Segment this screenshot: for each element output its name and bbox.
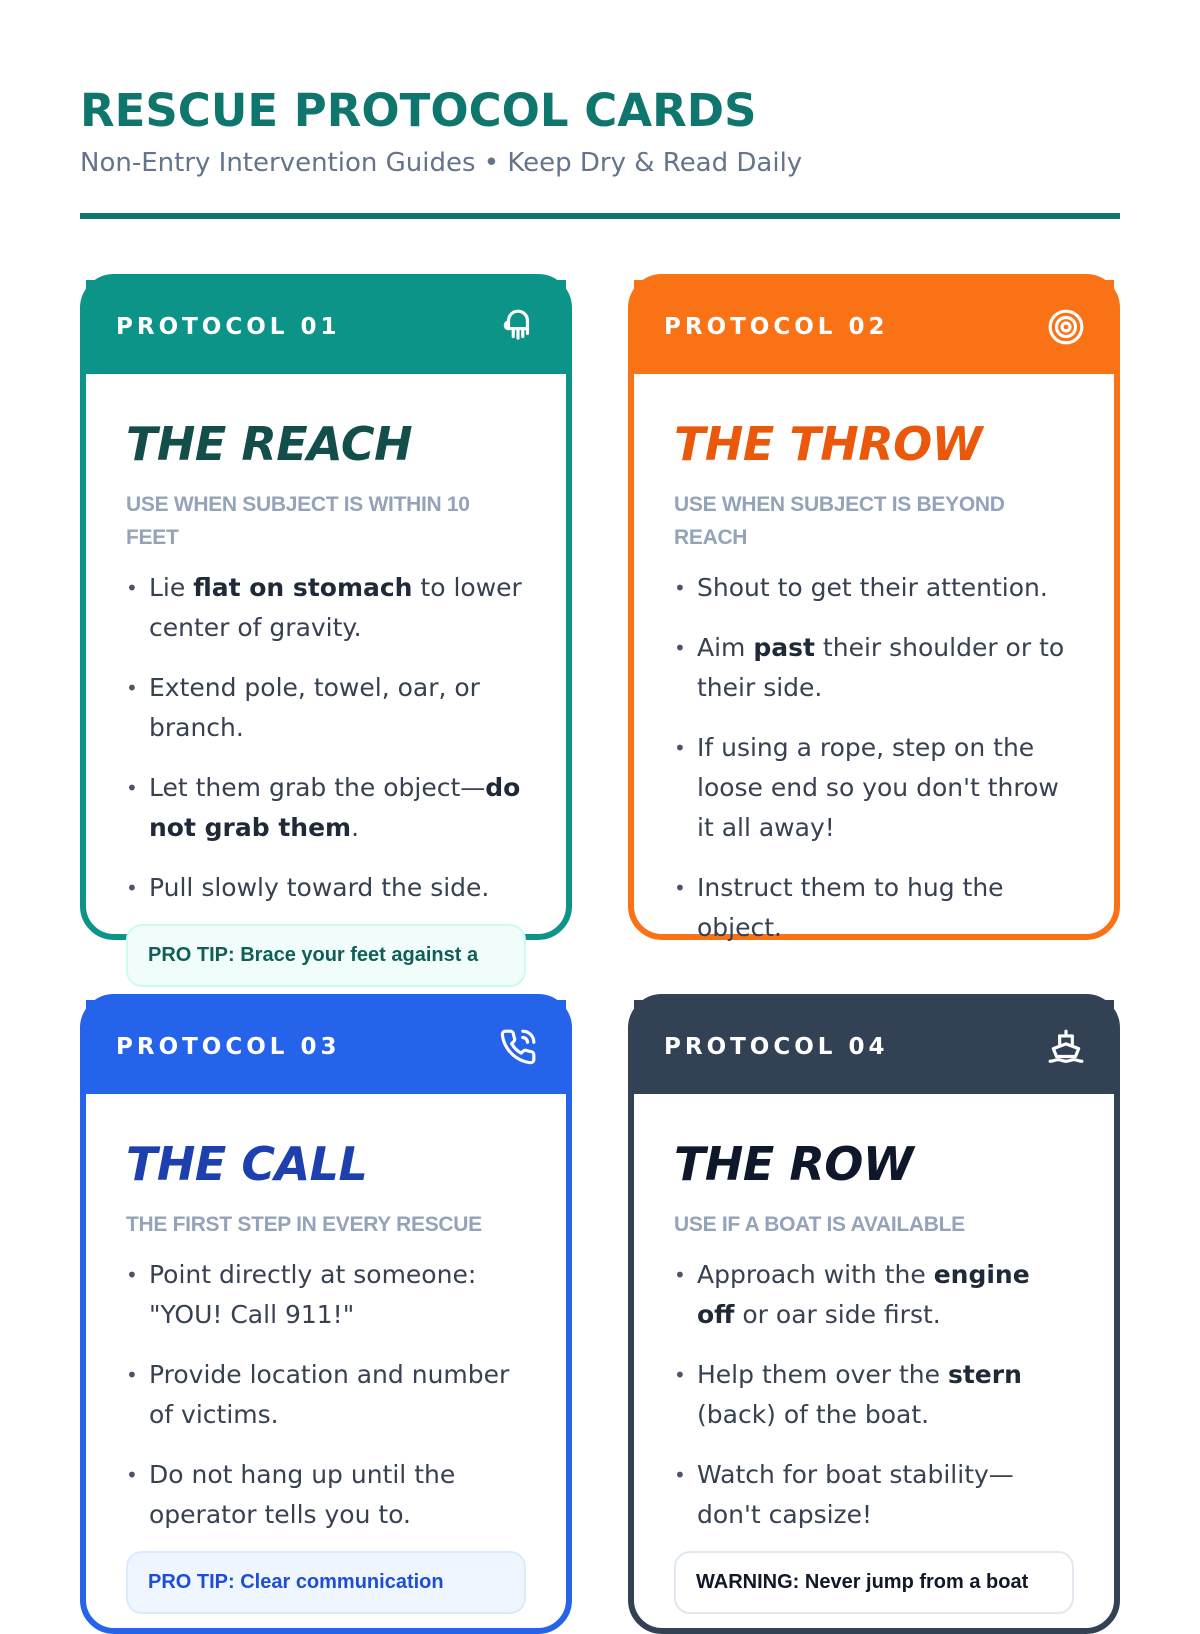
card-title: THE REACH [126, 417, 413, 471]
hand-icon [498, 307, 538, 347]
protocol-card-throw [628, 274, 1120, 940]
card-header [86, 1000, 566, 1094]
card-title: THE CALL [126, 1137, 368, 1191]
card-header [634, 1000, 1114, 1094]
protocol-card-row [628, 994, 1120, 1634]
list-item: • Aim past their shoulder or to their side. [674, 628, 1074, 708]
card-condition: USE WHEN SUBJECT IS WITHIN 10 FEET [126, 493, 470, 549]
list-item: • Lie flat on stomach to lower center of gravity. [126, 568, 526, 648]
phone-icon [498, 1027, 538, 1067]
card-steps [674, 1255, 1074, 1535]
card-label: PROTOCOL 04 [664, 1034, 889, 1060]
page-title: RESCUE PROTOCOL CARDS [80, 84, 757, 137]
card-condition: USE IF A BOAT IS AVAILABLE [674, 1213, 965, 1236]
list-item: • Provide location and number of victims. [126, 1355, 526, 1435]
list-item: • Pull slowly toward the side. [126, 868, 526, 908]
list-item: • Shout to get their attention. [674, 568, 1074, 608]
card-title: THE ROW [674, 1137, 914, 1191]
card-condition: USE WHEN SUBJECT IS BEYOND REACH [674, 493, 1005, 549]
card-header [86, 280, 566, 374]
list-item: • Help them over the stern (back) of the boat. [674, 1355, 1074, 1435]
boat-icon [1046, 1027, 1086, 1067]
list-item: • If using a rope, step on the loose end so you don't throw it all away! [674, 728, 1074, 848]
page-subtitle: Non-Entry Intervention Guides • Keep Dry & Read Daily [80, 148, 803, 178]
card-label: PROTOCOL 03 [116, 1034, 341, 1060]
list-item: • Watch for boat stability—don't capsize! [674, 1455, 1074, 1535]
list-item: • Extend pole, towel, oar, or branch. [126, 668, 526, 748]
list-item: • Do not hang up until the operator tells you to. [126, 1455, 526, 1535]
list-item: • Let them grab the object—do not grab them. [126, 768, 526, 848]
list-item: • Point directly at someone: "YOU! Call 911!" [126, 1255, 526, 1335]
list-item: • Approach with the engine off or oar side first. [674, 1255, 1074, 1335]
protocol-card-reach [80, 274, 572, 966]
protocol-card-call [80, 994, 572, 1634]
warning-box: WARNING: Never jump from a boat [674, 1551, 1074, 1614]
target-icon [1046, 307, 1086, 347]
card-label: PROTOCOL 02 [664, 314, 889, 340]
card-header [634, 280, 1114, 374]
card-steps [674, 568, 1074, 948]
card-label: PROTOCOL 01 [116, 314, 341, 340]
pro-tip: PRO TIP: Brace your feet against a [126, 924, 526, 987]
card-steps [126, 568, 526, 908]
pro-tip: PRO TIP: Clear communication [126, 1551, 526, 1614]
list-item: • Instruct them to hug the object. [674, 868, 1074, 948]
card-title: THE THROW [674, 417, 982, 471]
card-steps [126, 1255, 526, 1535]
card-condition: THE FIRST STEP IN EVERY RESCUE [126, 1213, 482, 1236]
header-divider [80, 213, 1120, 219]
